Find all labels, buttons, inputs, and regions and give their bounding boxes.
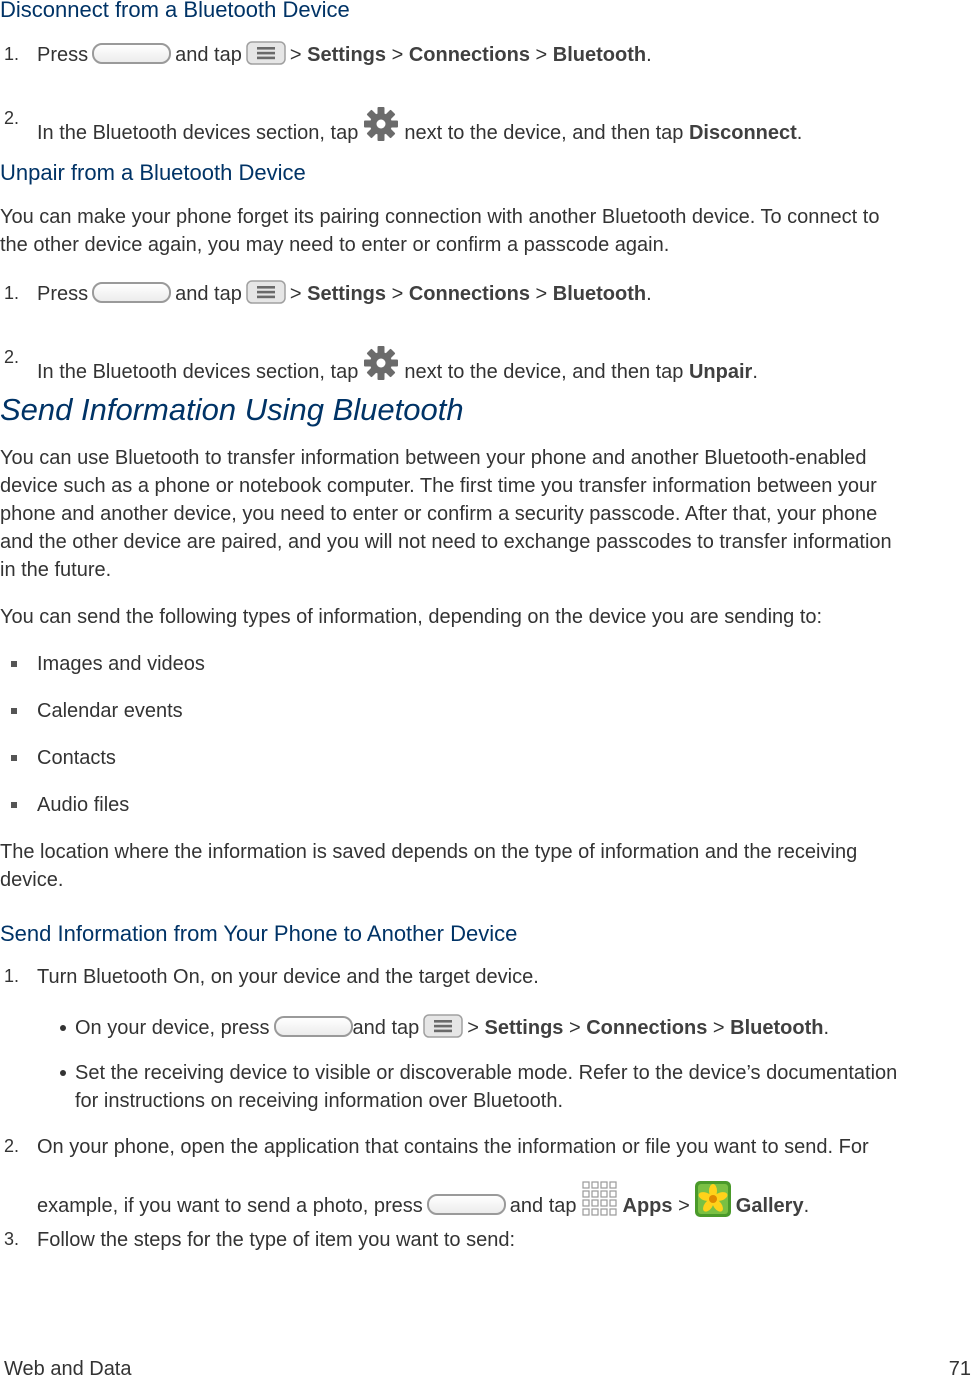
gear-icon: [362, 344, 400, 382]
bullet-marker: [11, 802, 17, 808]
footer-section-label: Web and Data: [4, 1358, 132, 1377]
step-text: In the Bluetooth devices section, tap next to the device, and then tap Unpair.: [37, 344, 758, 386]
paragraph: device such as a phone or notebook computer. The first time you transfer information between your: [0, 475, 877, 497]
menu-icon: [423, 1014, 463, 1038]
menu-icon: [246, 280, 286, 304]
paragraph: You can send the following types of information, depending on the device you are sending to:: [0, 606, 823, 628]
step-text: Follow the steps for the type of item you want to send:: [37, 1229, 516, 1251]
section-heading-disconnect: Disconnect from a Bluetooth Device: [0, 0, 350, 22]
home-button-icon: [427, 1194, 506, 1215]
list-item: Images and videos: [37, 653, 205, 675]
home-button-icon: [92, 43, 171, 64]
step-text: Turn Bluetooth On, on your device and the target device.: [37, 966, 539, 988]
page-title: Send Information Using Bluetooth: [0, 392, 464, 427]
paragraph: in the future.: [0, 559, 112, 581]
list-item: On your device, press and tap > Settings > Connections > Bluetooth.: [75, 1014, 829, 1042]
paragraph: You can use Bluetooth to transfer information between your phone and another Bluetooth-enabled: [0, 447, 867, 469]
step-number: 2.: [4, 1136, 20, 1156]
step-number: 3.: [4, 1229, 20, 1249]
bullet-marker: [60, 1025, 66, 1031]
home-button-icon: [92, 282, 171, 303]
step-number: 1.: [4, 966, 20, 986]
step-text: Press and tap > Settings > Connections > Bluetooth.: [37, 280, 652, 308]
paragraph: and the other device are paired, and you will not need to exchange passcodes to transfer information: [0, 531, 892, 553]
step-number: 2.: [4, 347, 20, 367]
paragraph: The location where the information is saved depends on the type of information and the receiving: [0, 841, 858, 863]
list-item: Contacts: [37, 747, 116, 769]
apps-grid-icon: [581, 1180, 619, 1218]
step-number: 1.: [4, 283, 20, 303]
bullet-marker: [11, 755, 17, 761]
paragraph: the other device again, you may need to enter or confirm a passcode again.: [0, 234, 670, 256]
bullet-marker: [11, 661, 17, 667]
paragraph: device.: [0, 869, 64, 891]
bullet-marker: [60, 1070, 66, 1076]
list-item: for instructions on receiving information over Bluetooth.: [75, 1090, 564, 1112]
home-button-icon: [274, 1016, 353, 1037]
gear-icon: [362, 105, 400, 143]
gallery-icon: [694, 1180, 732, 1218]
paragraph: You can make your phone forget its pairing connection with another Bluetooth device. To connect to: [0, 206, 880, 228]
list-item: Calendar events: [37, 700, 183, 722]
step-text: On your phone, open the application that contains the information or file you want to send. For: [37, 1136, 869, 1158]
paragraph: phone and another device, you need to enter or confirm a security passcode. After that, your phone: [0, 503, 878, 525]
step-text: example, if you want to send a photo, press and tap Apps > Gallery.: [37, 1180, 809, 1220]
section-heading-unpair: Unpair from a Bluetooth Device: [0, 160, 306, 185]
section-heading-send-phone: Send Information from Your Phone to Another Device: [0, 921, 518, 946]
menu-icon: [246, 41, 286, 65]
step-number: 1.: [4, 44, 20, 64]
list-item: Audio files: [37, 794, 130, 816]
step-text: In the Bluetooth devices section, tap next to the device, and then tap Disconnect.: [37, 105, 802, 147]
page-number: 71: [948, 1358, 971, 1377]
bullet-marker: [11, 708, 17, 714]
step-text: Press and tap > Settings > Connections > Bluetooth.: [37, 41, 652, 69]
list-item: Set the receiving device to visible or discoverable mode. Refer to the device’s documentation: [75, 1062, 898, 1084]
step-number: 2.: [4, 108, 20, 128]
